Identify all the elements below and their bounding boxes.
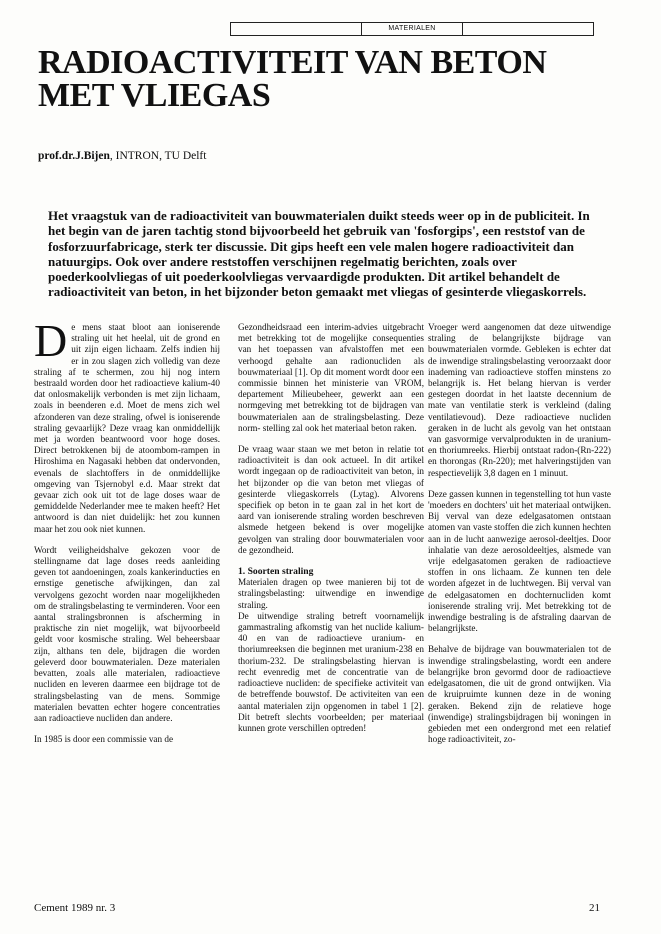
rubric-label: MATERIALEN	[361, 23, 463, 35]
paragraph: Wordt veiligheidshalve gekozen voor de stellingname dat lage doses reeds aanleiding geven tot aandoeningen, zoals kankerinducties en ernstige genetische afwijkingen, dan zal vervolgens gezocht worden naar mogelijkheden om de stralingsbelasting te verminderen. Voor een aantal stralingsbronnen is afscherming in praktische zin niet mogelijk, wat bijvoorbeeld geldt voor kosmische straling. Wel beheersbaar zijn, althans ten dele, bijdragen die worden geleverd door bouwmaterialen. Deze materialen bevatten, zoals alle materialen, radioactieve nucliden en leveren daarmee een bijdrage tot de stralingsbelasting van de mens. Sommige materialen bevatten echter hogere concentraties aan radioactieve nucliden dan andere.	[34, 544, 220, 723]
text-column-1	[34, 315, 220, 755]
paragraph: In 1985 is door een commissie van de	[34, 734, 174, 745]
publication-footer: Cement 1989 nr. 3	[34, 902, 116, 914]
paragraph: Vroeger werd aangenomen dat deze uitwendige straling de belangrijkste bijdrage van bouwmaterialen vormde. Gebleken is echter dat de inwendige stralingsbelasting veroorzaakt door inademing van radioactieve stoffen minstens zo belangrijk is. Het belang hiervan is verder gestegen doordat in het laatste decennium de mate van ventilatie sterk is verkleind (daling ventilatievoud). Deze radioactieve nucliden geraken in de lucht als gevolg van het ontstaan van gasvormige vervalprodukten in de uranium- en thoriumreeks. Hierbij ontstaat radon-(Rn-222) en thorongas (Rn-220); met halveringstijden van respectievelijk 3,8 dagen en 1 minuut.	[428, 322, 611, 478]
author-affiliation: , INTRON, TU Delft	[109, 150, 207, 162]
text-column-3	[428, 322, 611, 755]
lead-paragraph: Het vraagstuk van de radioactiviteit van bouwmaterialen duikt steeds weer op in de publiciteit. In het begin van de jaren tachtig stond bijvoorbeeld het gebruik van 'fosforgips', een reststof van de fosforzuurfabricage, sterk ter discussie. Dit gips heeft een vele malen hogere radioactiviteit dan natuurgips. Ook over andere reststoffen verschijnen regelmatig berichten, zoals over poederkoolvliegas of uit poederkoolvliegas vervaardigde produkten. Dit artikel behandelt de radioactiviteit van beton, in het bijzonder beton gemaakt met vliegas of gesinterde vliegaskorrels.	[48, 208, 590, 300]
section-heading: 1. Soorten straling	[238, 566, 314, 578]
paragraph: Deze gassen kunnen in tegenstelling tot hun vaste 'moeders en dochters' uit het materiaal ontwijken. Bij verval van deze edelgasatomen ontstaan atomen van vaste stoffen die zich kunnen hechten aan in de lucht aanwezige aerosol-deeltjes. Door inhalatie van deze aerosoldeeltjes, alsmede van vrije edelgasatomen geraken de radioactieve stoffen in ons lichaam. Ze kunnen ten dele worden afgezet in de luchtwegen. Bij verval van de edelgasatomen en dochternucliden komt ioniserende straling vrij. Met betrekking tot de inwendige bestraling is de afstraling daarvan de belangrijkste.	[428, 488, 611, 634]
drop-cap: D	[34, 315, 68, 366]
text-column-2	[238, 322, 424, 744]
paragraph: Gezondheidsraad een interim-advies uitgebracht met betrekking tot de mogelijke consequenties van het toepassen van afvalstoffen met een verhoogd gehalte aan radionucliden als bouwmateriaal [1]. Op dit moment wordt door een commissie binnen het ministerie van VROM, departement Milieubeheer, gewerkt aan een normgeving met betrekking tot de bijdragen van bouwmaterialen aan de stralingsbelasting. Deze norm- stelling zal ook het materiaal beton raken.	[238, 322, 424, 433]
section-rubric	[230, 22, 594, 36]
page-number: 21	[589, 902, 600, 914]
author-name: prof.dr.J.Bijen	[38, 150, 110, 162]
paragraph: Materialen dragen op twee manieren bij tot de stralingsbelasting: uitwendige en inwendige straling.	[238, 577, 424, 610]
paragraph: De mens staat bloot aan ioniserende straling uit het heelal, uit de grond en uit zijn eigen lichaam. Zelfs indien hij er in zou slagen zich volledig van deze straling af te schermen, zou hij nog intern bestraald worden door het radioactieve kalium-40 dat onlosmakelijk verbonden is met zijn lichaam, zoals in beenderen e.d. Moet de mens zich wel afzonderen van deze straling, ofwel is ioniserende straling gevaarlijk? Deze vraag kan onmiddellijk met ja worden beantwoord voor hoge doses. Direct betrokkenen bij de atoombom-rampen in Hiroshima en Nagasaki hebben dat ondervonden, evenals de slachtoffers in de onmiddellijke omgeving van Tsjernobyl e.d. Maar strekt dat gevaar zich ook uit tot de lage doses waar de gemiddelde Nederlander mee te maken heeft? Het antwoord is dan niet duidelijk: het zou kunnen maar het zou ook niet kunnen.	[34, 315, 220, 534]
paragraph: De uitwendige straling betreft voornamelijk gammastraling afkomstig van het nuclide kalium-40 en van de radioactieve uranium- en thoriumreeksen die beginnen met uranium-238 en thorium-232. De stralingsbelasting hiervan is recht evenredig met de concentratie van de radioactieve nucliden: de specifieke activiteit van de betreffende bouwstof. De activiteiten van een aantal materialen zijn opgenomen in tabel 1 [2]. Dit betreft slechts voorbeelden; per materiaal kunnen grote verschillen optreden!	[238, 610, 424, 733]
paragraph: De vraag waar staan we met beton in relatie tot radioactiviteit is dan ook actueel. In dit artikel wordt ingegaan op de radioactiviteit van beton, in het bijzonder op die van beton met vliegas of gesinterde vliegaskorrels (Lytag). Alvorens specifiek op beton in te gaan zal in het kort de aard van ioniserende straling worden beschreven alsmede hetgeen bekend is over mogelijke gevolgen van straling door bouwmaterialen voor de gezondheid.	[238, 444, 424, 555]
paragraph: Behalve de bijdrage van bouwmaterialen tot de inwendige stralingsbelasting, wordt een andere belangrijke bron gevormd door de radioactieve edelgasatomen, die uit de grond ontwijken. Via de kruipruimte kunnen deze in de woning geraken. Bekend zijn de relatieve hoge (inwendige) stralingsbijdragen bij woningen in gebieden met een ondergrond met een relatief hoge radioactiviteit, zo-	[428, 644, 611, 745]
article-title: RADIOACTIVITEIT VAN BETON MET VLIEGAS	[38, 44, 547, 114]
byline	[38, 150, 206, 162]
